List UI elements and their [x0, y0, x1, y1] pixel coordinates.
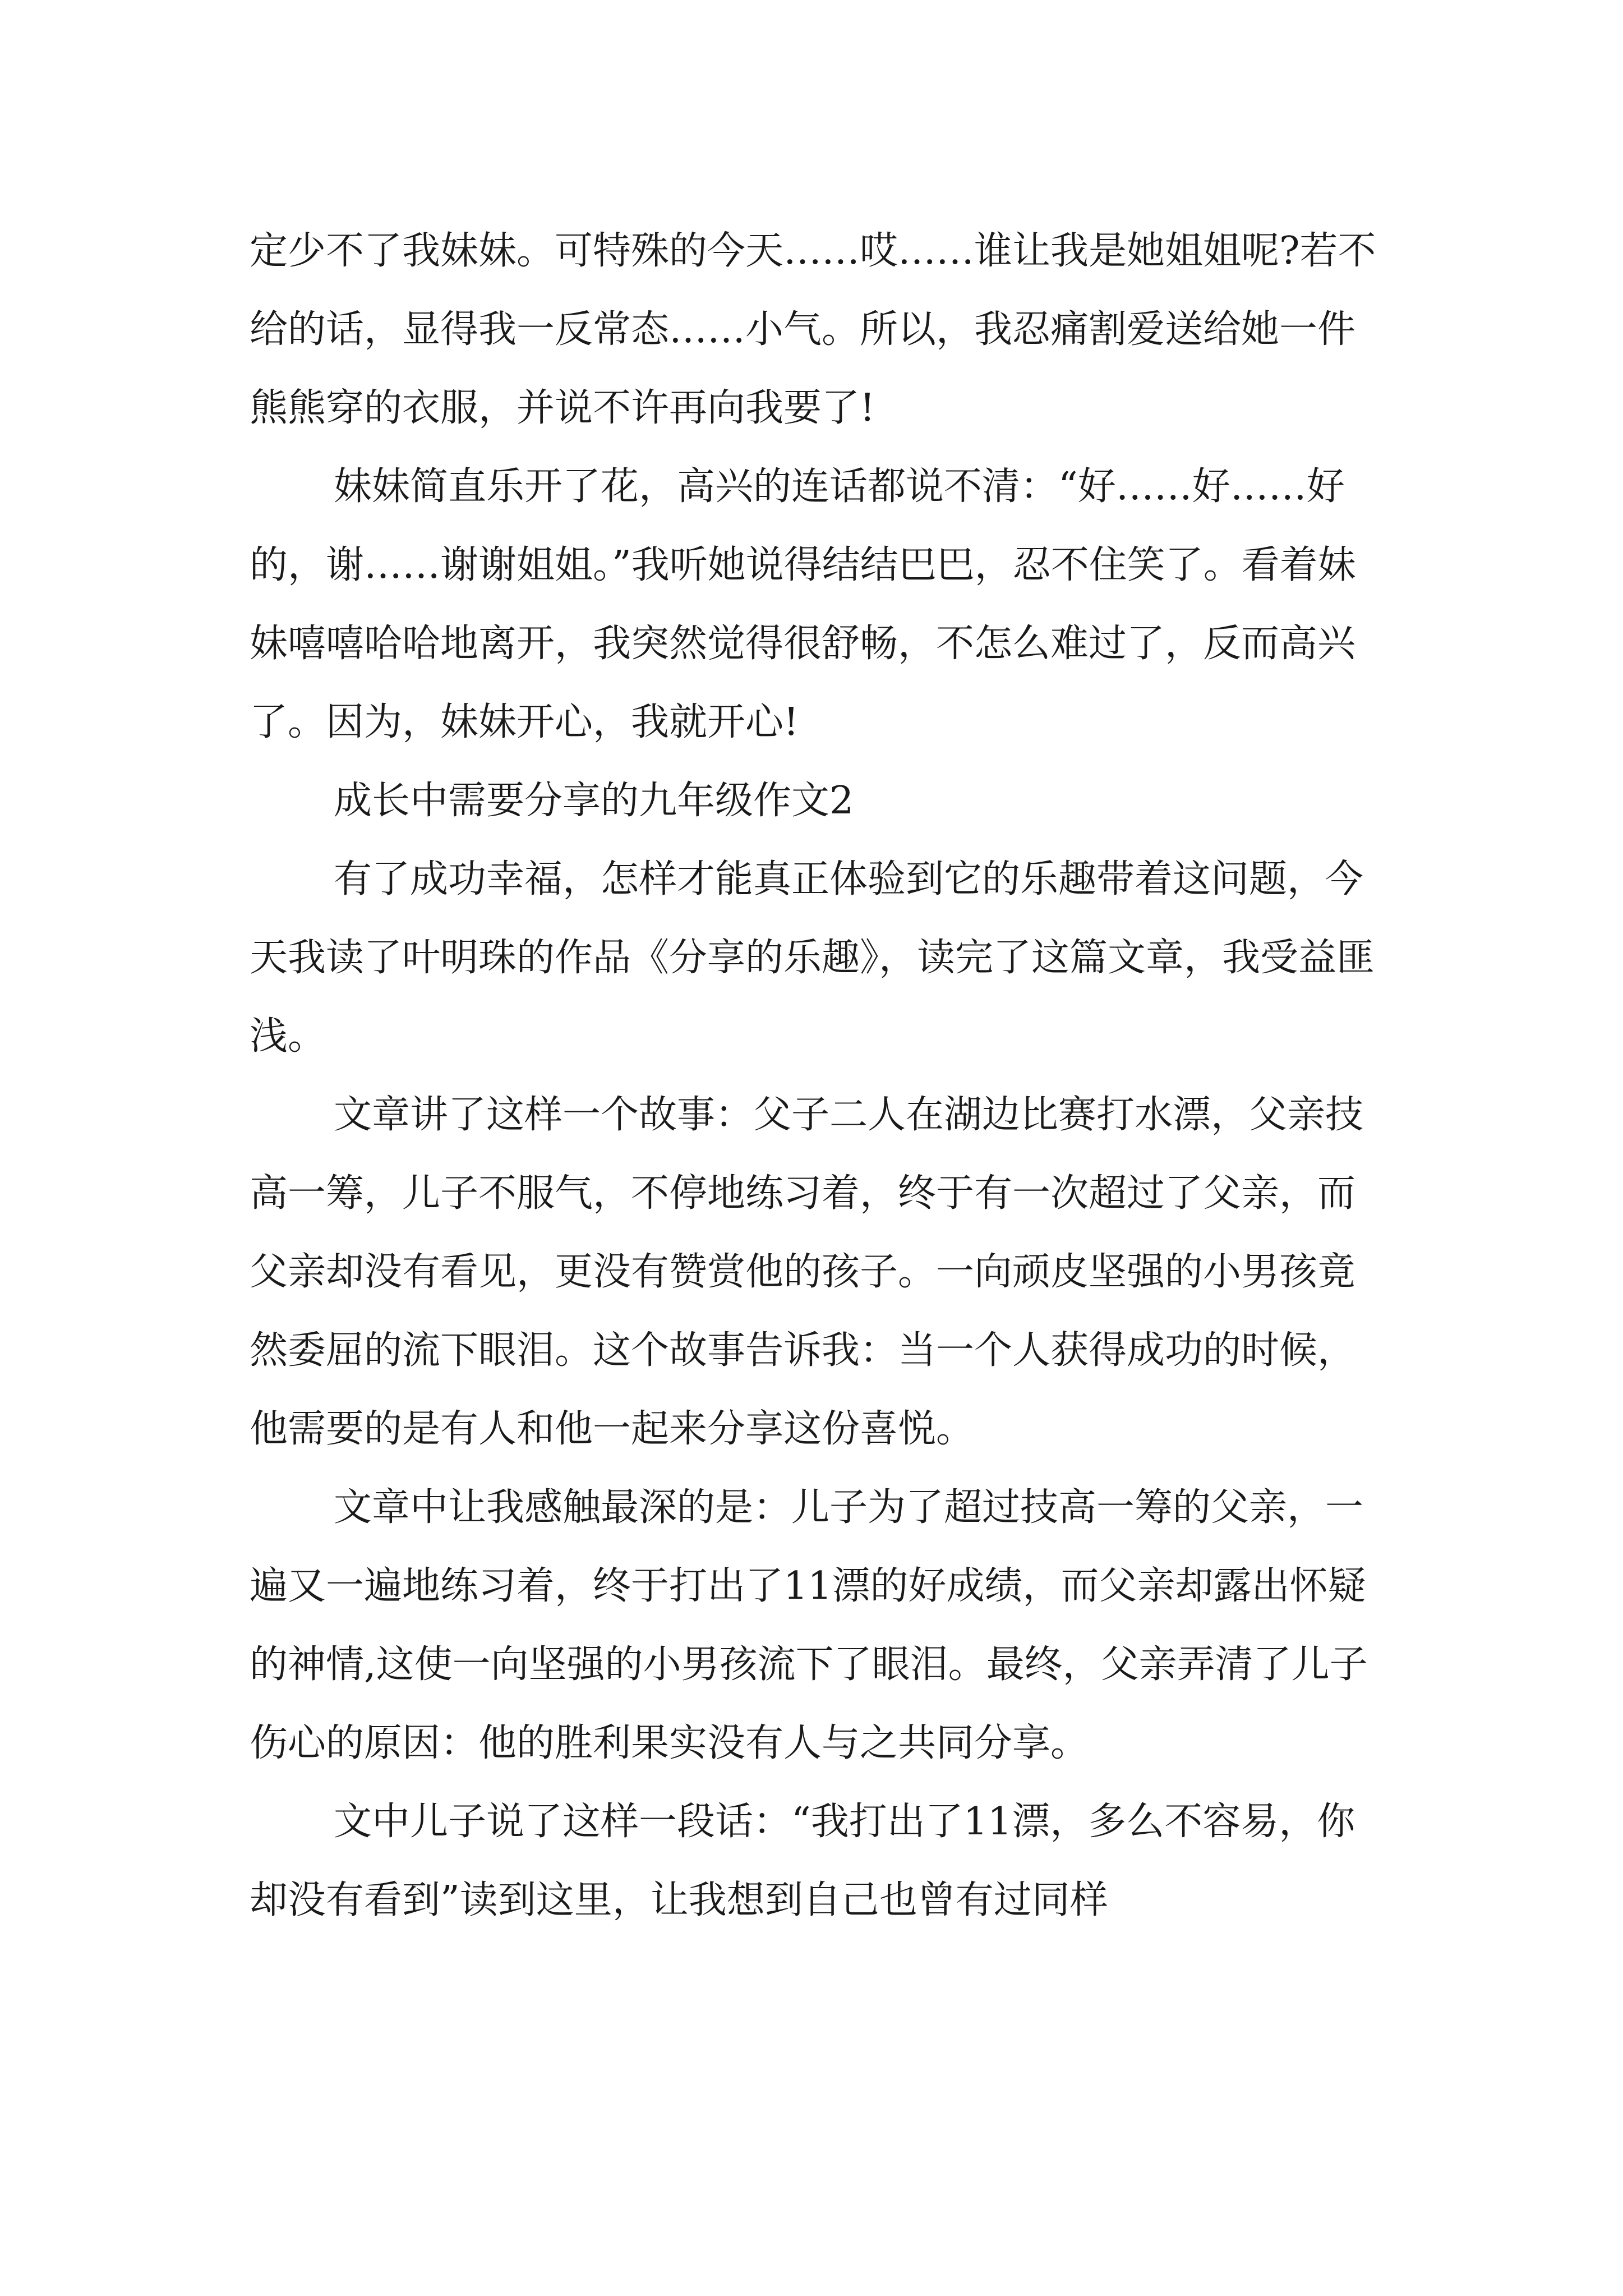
paragraph: 妹妹简直乐开了花，高兴的连话都说不清：“好……好……好的，谢……谢谢姐姐。”我听她说得结结巴巴，忍不住笑了。看着妹妹嘻嘻哈哈地离开，我突然觉得很舒畅，不怎么难过了，反而高兴了。因为，妹妹开心，我就开心! — [250, 464, 1356, 744]
paragraph: 文中儿子说了这样一段话：“我打出了11漂，多么不容易，你却没有看到”读到这里，让我想到自己也曾有过同样 — [250, 1800, 1355, 1922]
paragraph: 有了成功幸福，怎样才能真正体验到它的乐趣带着这问题，今天我读了叶明珠的作品《分享的乐趣》，读完了这篇文章，我受益匪浅。 — [250, 857, 1375, 1059]
paragraph: 文章讲了这样一个故事：父子二人在湖边比赛打水漂，父亲技高一筹，儿子不服气，不停地练习着，终于有一次超过了父亲，而父亲却没有看见，更没有赞赏他的孩子。一向顽皮坚强的小男孩竟然委屈的流下眼泪。这个故事告诉我：当一个人获得成功的时候，他需要的是有人和他一起来分享这份喜悦。 — [250, 1093, 1364, 1451]
essay-title: 成长中需要分享的九年级作文2 — [334, 779, 854, 823]
paragraph-continuation: 定少不了我妹妹。可特殊的今天……哎……谁让我是她姐姐呢?若不给的话，显得我一反常态……小气。所以，我忍痛割爱送给她一件熊熊穿的衣服，并说不许再向我要了! — [250, 229, 1376, 430]
document-body — [250, 212, 1380, 1940]
paragraph: 文章中让我感触最深的是：儿子为了超过技高一筹的父亲，一遍又一遍地练习着，终于打出了11漂的好成绩，而父亲却露出怀疑的神情,这使一向坚强的小男孩流下了眼泪。最终，父亲弄清了儿子伤心的原因：他的胜利果实没有人与之共同分享。 — [250, 1485, 1368, 1765]
